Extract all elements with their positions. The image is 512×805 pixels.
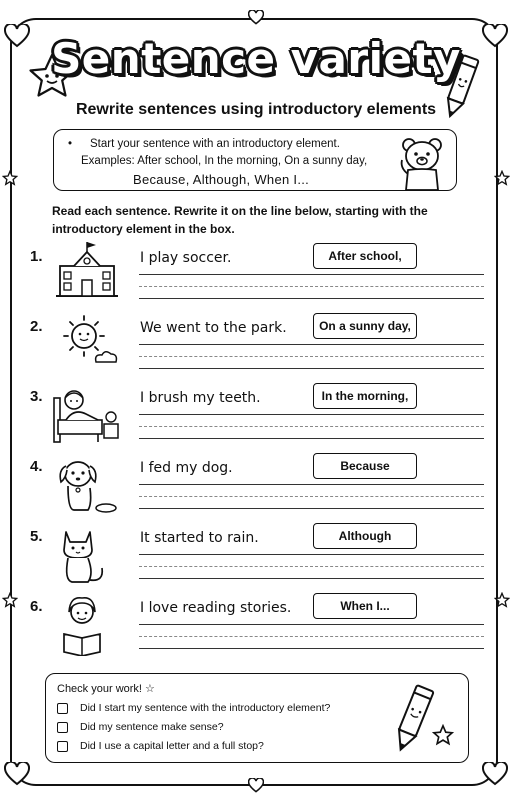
intro-element-box: Although xyxy=(313,523,417,549)
school-icon xyxy=(52,238,122,300)
answer-line[interactable] xyxy=(139,344,484,345)
item-sentence: I fed my dog. xyxy=(140,460,233,476)
star-icon: ☆ xyxy=(145,683,155,695)
item-sentence: I play soccer. xyxy=(140,250,232,266)
intro-element-box: Because xyxy=(313,453,417,479)
heart-icon xyxy=(248,10,264,25)
checkbox[interactable] xyxy=(57,703,68,714)
cat-icon xyxy=(52,524,122,586)
page-title: Sentence variety xyxy=(51,34,461,83)
answer-guide-line xyxy=(139,356,484,357)
item-sentence: It started to rain. xyxy=(140,530,259,546)
checkbox[interactable] xyxy=(57,741,68,752)
answer-line[interactable] xyxy=(139,368,484,369)
item-number: 3. xyxy=(30,388,43,405)
checkbox[interactable] xyxy=(57,722,68,733)
bed-icon xyxy=(52,384,122,446)
info-line-2: Examples: After school, In the morning, On a sunny day, xyxy=(81,155,368,167)
heart-icon xyxy=(4,762,30,786)
checklist-item[interactable]: Did I start my sentence with the introductory element? xyxy=(57,702,330,714)
star-icon xyxy=(2,170,18,186)
intro-element-box: In the morning, xyxy=(313,383,417,409)
heart-icon xyxy=(482,762,508,786)
instructions: Read each sentence. Rewrite it on the line below, starting with the introductory element in the box. xyxy=(52,204,428,236)
answer-line[interactable] xyxy=(139,648,484,649)
star-icon xyxy=(494,592,510,608)
dog-icon xyxy=(52,454,122,516)
pencil-icon xyxy=(388,680,438,758)
item-number: 6. xyxy=(30,598,43,615)
page-subtitle: Rewrite sentences using introductory elements xyxy=(75,101,437,118)
answer-line[interactable] xyxy=(139,484,484,485)
answer-line[interactable] xyxy=(139,508,484,509)
info-line-3: Because, Although, When I... xyxy=(133,172,310,187)
answer-guide-line xyxy=(139,286,484,287)
item-number: 2. xyxy=(30,318,43,335)
answer-line[interactable] xyxy=(139,414,484,415)
answer-line[interactable] xyxy=(139,554,484,555)
item-sentence: We went to the park. xyxy=(140,320,287,336)
answer-line[interactable] xyxy=(139,274,484,275)
checklist-item[interactable]: Did I use a capital letter and a full stop? xyxy=(57,740,264,752)
answer-guide-line xyxy=(139,496,484,497)
answer-line[interactable] xyxy=(139,438,484,439)
star-icon xyxy=(494,170,510,186)
item-number: 5. xyxy=(30,528,43,545)
answer-line[interactable] xyxy=(139,578,484,579)
item-number: 4. xyxy=(30,458,43,475)
answer-line[interactable] xyxy=(139,624,484,625)
reading-girl-icon xyxy=(52,594,122,656)
answer-line[interactable] xyxy=(139,298,484,299)
heart-icon xyxy=(248,778,264,793)
checklist-item[interactable]: Did my sentence make sense? xyxy=(57,721,224,733)
intro-element-box: When I... xyxy=(313,593,417,619)
item-number: 1. xyxy=(30,248,43,265)
item-sentence: I love reading stories. xyxy=(140,600,292,616)
intro-element-box: On a sunny day, xyxy=(313,313,417,339)
answer-guide-line xyxy=(139,636,484,637)
info-bullet: • xyxy=(68,138,73,150)
star-icon xyxy=(432,724,454,746)
answer-guide-line xyxy=(139,426,484,427)
item-sentence: I brush my teeth. xyxy=(140,390,261,406)
info-line-1: Start your sentence with an introductory element. xyxy=(90,138,340,150)
checklist-heading: Check your work! ☆ xyxy=(57,683,155,695)
answer-guide-line xyxy=(139,566,484,567)
teddy-bear-icon xyxy=(394,134,452,192)
sun-icon xyxy=(52,308,122,370)
intro-element-box: After school, xyxy=(313,243,417,269)
star-icon xyxy=(2,592,18,608)
